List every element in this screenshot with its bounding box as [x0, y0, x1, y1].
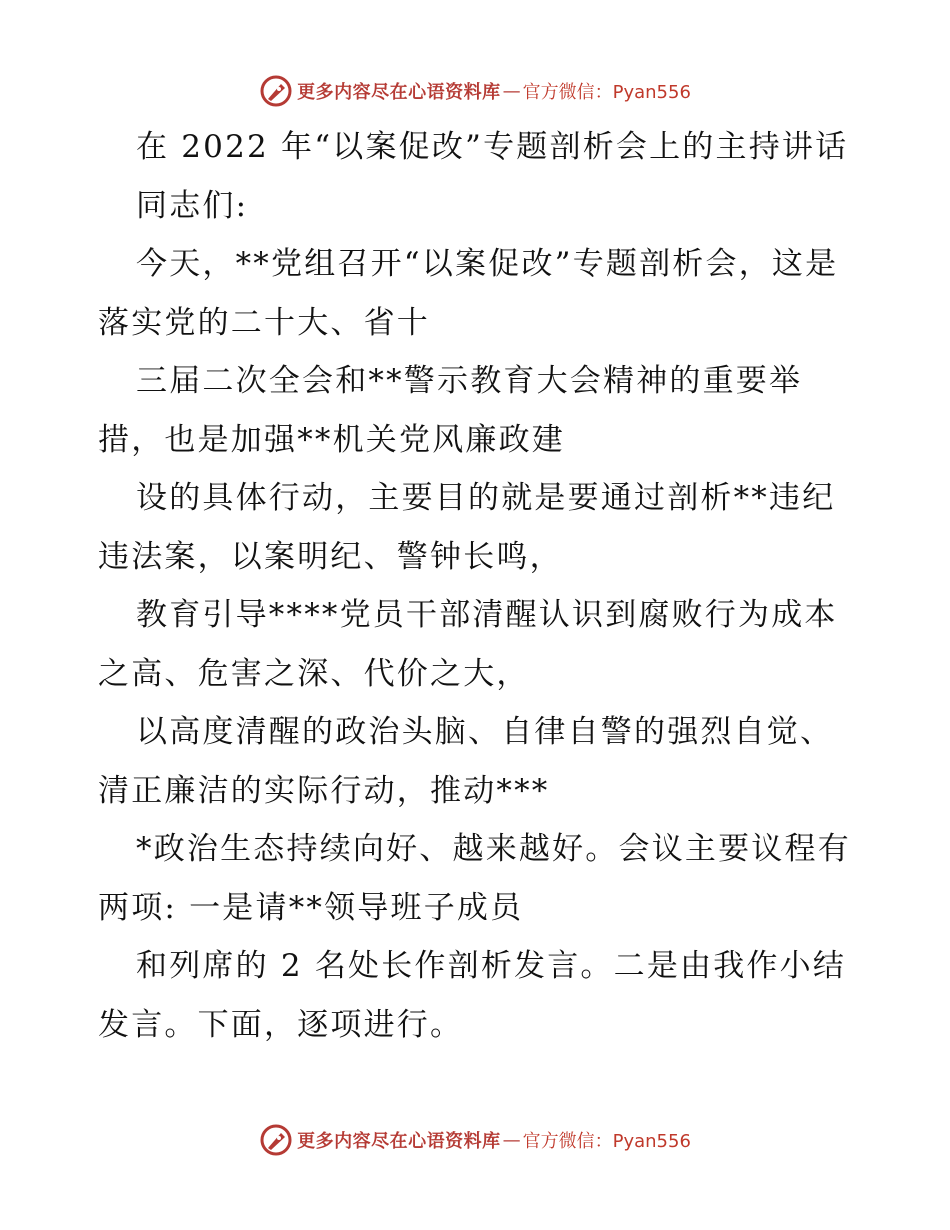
- document-body: [98, 118, 858, 1054]
- salutation: 同志们:: [136, 187, 249, 224]
- watermark-separator: —: [502, 1129, 521, 1151]
- watermark-contact: 官方微信：Pyan556: [522, 1131, 691, 1152]
- paragraph: 以高度清醒的政治头脑、自律自警的强烈自觉、清正廉洁的实际行动，推动***: [98, 714, 834, 809]
- watermark-text: 更多内容尽在心语资料库: [297, 1131, 501, 1152]
- paragraph: 三届二次全会和**警示教育大会精神的重要举措，也是加强**机关党风廉政建: [98, 363, 803, 458]
- paragraph: 设的具体行动，主要目的就是要通过剖析**违纪违法案，以案明纪、警钟长鸣，: [98, 480, 836, 575]
- paragraph: 教育引导****党员干部清醒认识到腐败行为成本之高、危害之深、代价之大，: [98, 597, 838, 692]
- watermark-text: 更多内容尽在心语资料库: [297, 82, 501, 103]
- paragraph: 今天，**党组召开“以案促改”专题剖析会，这是落实党的二十大、省十: [98, 246, 839, 341]
- paragraph: *政治生态持续向好、越来越好。会议主要议程有两项: 一是请**领导班子成员: [98, 831, 851, 926]
- watermark-separator: —: [502, 80, 521, 102]
- footer-watermark: [0, 1120, 950, 1160]
- paragraph: 和列席的 2 名处长作剖析发言。二是由我作小结发言。下面，逐项进行。: [98, 948, 847, 1043]
- header-watermark: [0, 71, 950, 111]
- pen-nib-circle-icon: [259, 74, 293, 108]
- pen-nib-circle-icon: [259, 1123, 293, 1157]
- document-title: 在 2022 年“以案促改”专题剖析会上的主持讲话: [136, 129, 849, 165]
- watermark-contact: 官方微信：Pyan556: [522, 82, 691, 103]
